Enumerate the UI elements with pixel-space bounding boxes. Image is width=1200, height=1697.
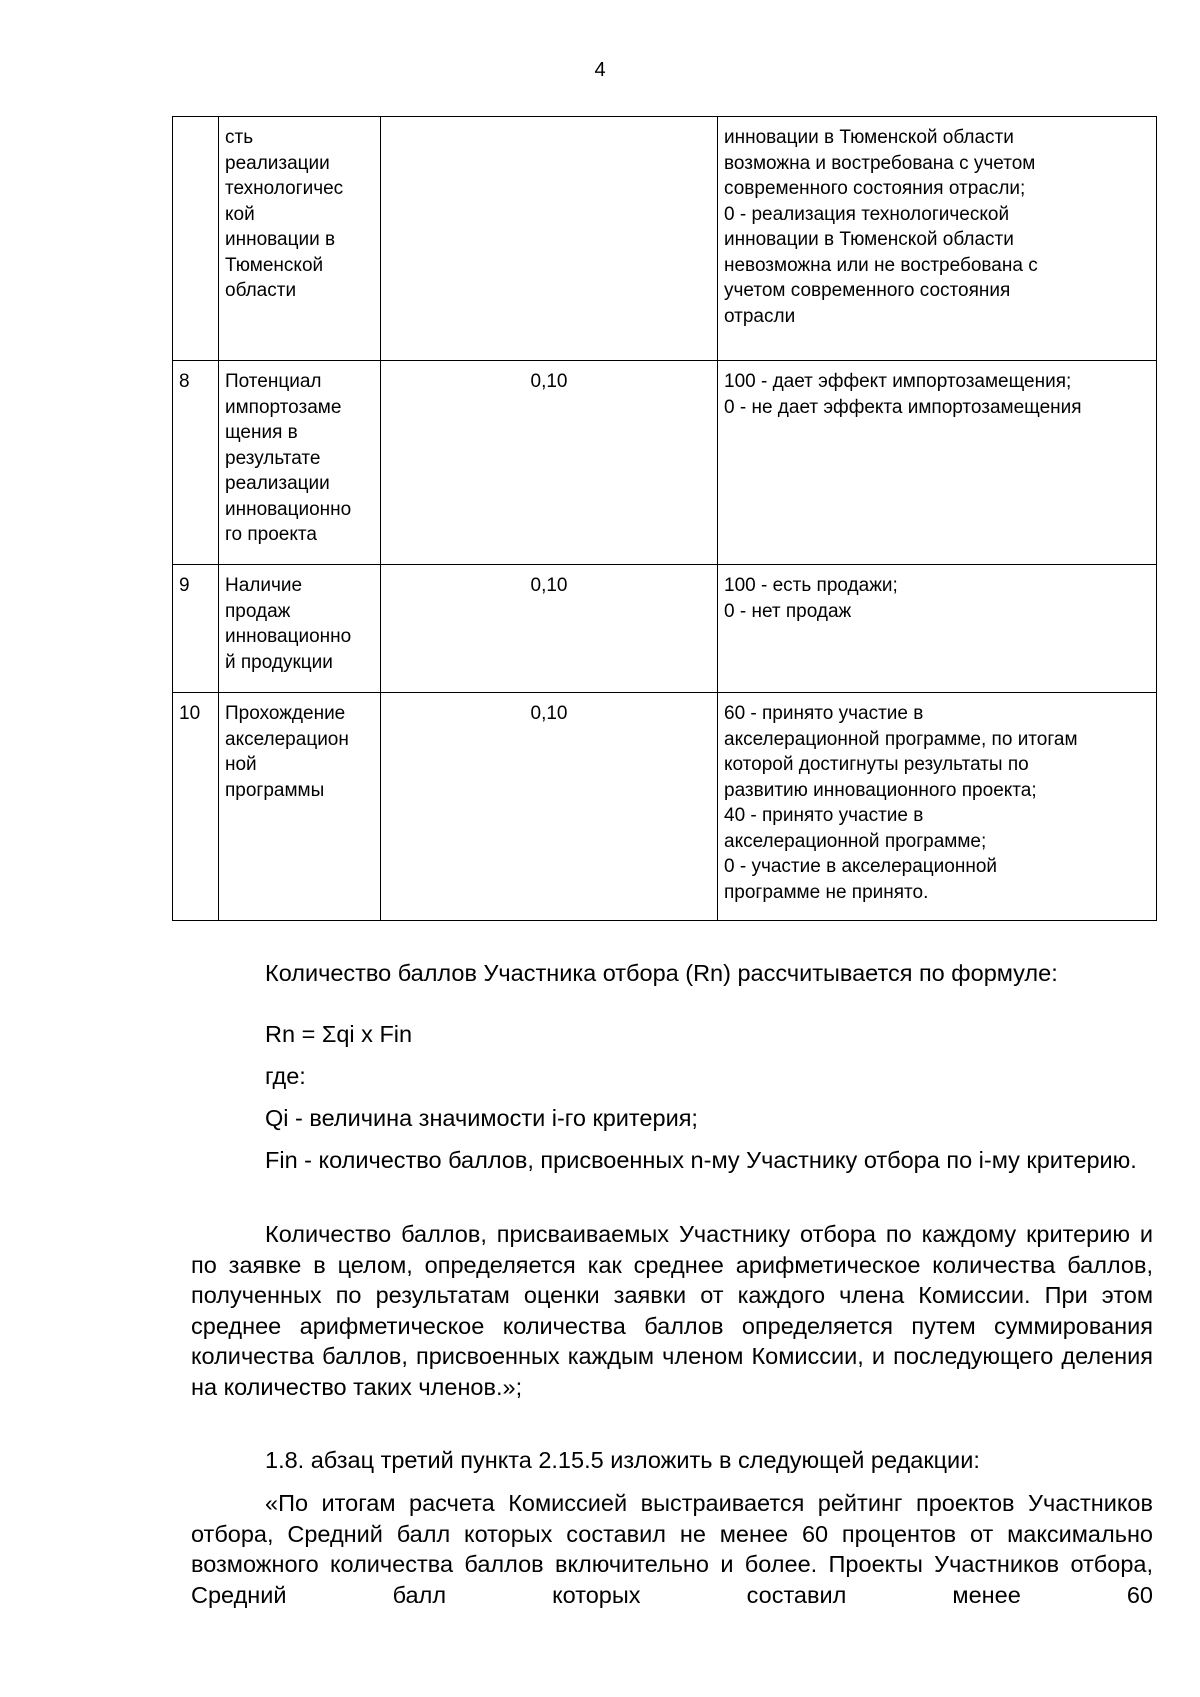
criterion-weight: [381, 117, 718, 361]
criterion-weight: 0,10: [381, 693, 718, 921]
criterion-scores: 100 - дает эффект импортозамещения; 0 - не дает эффекта импортозамещения: [718, 361, 1157, 565]
table-row: [173, 693, 1157, 921]
page-number: 4: [594, 59, 606, 81]
formula-qi-definition: Qi - величина значимости i-го критерия;: [265, 1105, 698, 1131]
criterion-weight: 0,10: [381, 565, 718, 693]
table-row: [173, 117, 1157, 361]
paragraph-rating: «По итогам расчета Комиссией выстраивается рейтинг проектов Участников отбора, Средний балл которых составил не менее 60 процентов от максимально возможного количества баллов включительно и более. Проекты Участников отбора, Средний балл которых составил менее 60: [191, 1490, 1153, 1608]
formula-where: где:: [265, 1063, 306, 1089]
criterion-name: Потенциал импортозаме щения в результате реализации инновационно го проекта: [219, 361, 381, 565]
criterion-number: 9: [173, 565, 219, 693]
criterion-number: 10: [173, 693, 219, 921]
formula: Rn = Σqi x Fin: [265, 1021, 413, 1047]
criterion-scores: инновации в Тюменской области возможна и востребована с учетом современного состояния отрасли; 0 - реализация технологической инновации в Тюменской области невозможна или не востребована с учетом современного состояния отрасли: [718, 117, 1157, 361]
criteria-table: [172, 116, 1157, 921]
table-row: [173, 361, 1157, 565]
paragraph-average-score: Количество баллов, присваиваемых Участнику отбора по каждому критерию и по заявке в целом, определяется как среднее арифметическое количества баллов, полученных по результатам оценки заявки от каждого члена Комиссии. При этом среднее арифметическое количества баллов определяется путем суммирования количества баллов, присвоенных каждым членом Комиссии, и последующего деления на количество таких членов.»;: [191, 1221, 1153, 1400]
criterion-scores: 100 - есть продажи; 0 - нет продаж: [718, 565, 1157, 693]
formula-fin-definition: Fin - количество баллов, присвоенных n-му Участнику отбора по i-му критерию.: [265, 1147, 1137, 1173]
criterion-scores: 60 - принято участие в акселерационной программе, по итогам которой достигнуты результаты по развитию инновационного проекта; 40 - принято участие в акселерационной программе; 0 - участие в акселерационной программе не принято.: [718, 693, 1157, 921]
criterion-weight: 0,10: [381, 361, 718, 565]
paragraph-amendment: 1.8. абзац третий пункта 2.15.5 изложить в следующей редакции:: [265, 1447, 980, 1473]
table-row: [173, 565, 1157, 693]
criterion-name: Наличие продаж инновационно й продукции: [219, 565, 381, 693]
paragraph-score-formula-intro: Количество баллов Участника отбора (Rn) рассчитывается по формуле:: [265, 960, 1058, 986]
criterion-number: 8: [173, 361, 219, 565]
criterion-name: сть реализации технологичес кой инновации в Тюменской области: [219, 117, 381, 361]
criterion-number: [173, 117, 219, 361]
criterion-name: Прохождение акселерацион ной программы: [219, 693, 381, 921]
